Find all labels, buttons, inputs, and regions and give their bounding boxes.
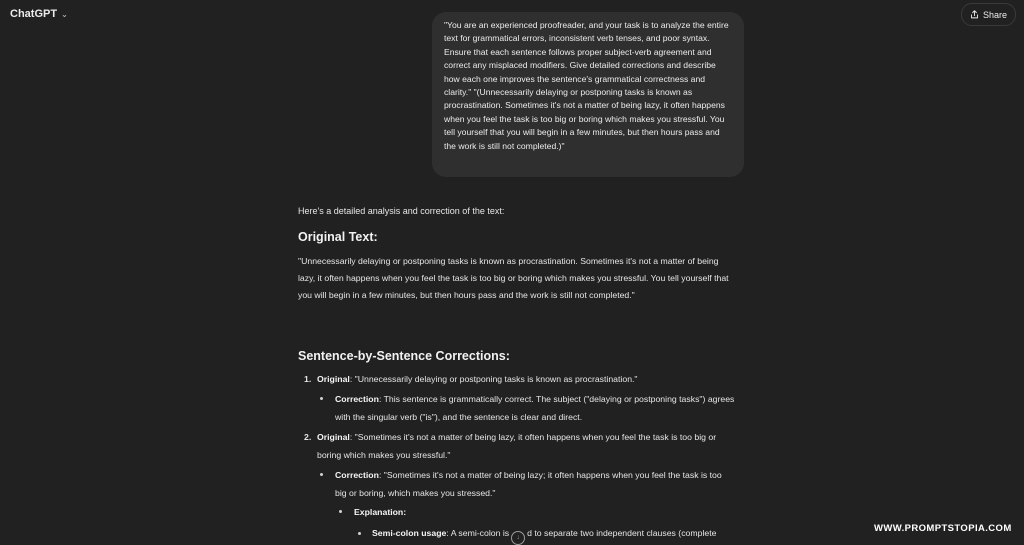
share-icon: [970, 10, 979, 19]
item-2-correction-text: : "Sometimes it's not a matter of being lazy; it often happens when you feel the task is too big or boring, which makes you stressed.": [335, 470, 722, 498]
item-1-correction-text: : This sentence is grammatically correct. The subject ("delaying or postponing tasks") agrees with the singular verb ("is"), and the sentence is clear and direct.: [335, 394, 735, 422]
list-number-2: 2.: [304, 432, 312, 442]
sentence-corrections-heading: Sentence-by-Sentence Corrections:: [298, 349, 510, 363]
item-2-original: [317, 428, 737, 464]
original-text-heading: Original Text:: [298, 230, 378, 244]
bullet-dot: [339, 510, 342, 513]
response-intro: Here's a detailed analysis and correction of the text:: [298, 206, 505, 216]
bullet-dot: [320, 473, 323, 476]
item-2-original-label: Original: [317, 432, 350, 442]
item-1-original-label: Original: [317, 374, 350, 384]
watermark: WWW.PROMPTSTOPIA.COM: [874, 523, 1012, 534]
item-2-explanation: [354, 503, 734, 521]
item-2-correction: [335, 466, 735, 502]
item-2-sub-text-b: d to separate two independent clauses (complete: [527, 528, 717, 538]
scroll-down-icon[interactable]: ↓: [511, 531, 525, 545]
user-message-text: "You are an experienced proofreader, and your task is to analyze the entire text for grammatical errors, inconsistent verb tenses, and poor syntax. Ensure that each sentence follows proper subject-verb agreement and correct any misplaced modifiers. Give detailed corrections and describe how each one improves the sentence's grammatical correctness and clarity." "(Unnecessarily delaying or postponing tasks is known as procrastination. Sometimes it's not a matter of being lazy, it often happens when you feel the task is too big or boring which makes you stressful. You tell yourself that you will begin in a few minutes, but then hours pass and the work is still not completed.)": [444, 20, 729, 151]
item-2-original-text: : "Sometimes it's not a matter of being lazy, it often happens when you feel the task is too big or boring which makes you stressful.": [317, 432, 717, 460]
user-message-bubble: [432, 12, 744, 177]
item-1-original-text: : "Unnecessarily delaying or postponing tasks is known as procrastination.": [349, 374, 638, 384]
item-2-sub-text-a: : A semi-colon is: [446, 528, 510, 538]
item-1-original: [317, 370, 737, 388]
model-selector[interactable]: [10, 8, 68, 20]
model-label: ChatGPT: [10, 8, 58, 20]
share-button[interactable]: [961, 3, 1016, 26]
item-1-correction-label: Correction: [335, 394, 379, 404]
original-text-paragraph: "Unnecessarily delaying or postponing tasks is known as procrastination. Sometimes it's not a matter of being lazy, it often happens when you feel the task is too big or boring which makes you stressful. You tell yourself that you will begin in a few minutes, but then hours pass and the work is still not completed.": [298, 256, 729, 300]
item-2-correction-label: Correction: [335, 470, 379, 480]
bullet-dot: [320, 397, 323, 400]
list-number-1: 1.: [304, 374, 312, 384]
item-2-sub-label: Semi-colon usage: [372, 528, 447, 538]
share-label: Share: [982, 9, 1007, 20]
item-1-correction: [335, 390, 735, 426]
item-2-explanation-label: Explanation:: [354, 507, 407, 517]
chevron-down-icon: ⌄: [61, 9, 68, 19]
